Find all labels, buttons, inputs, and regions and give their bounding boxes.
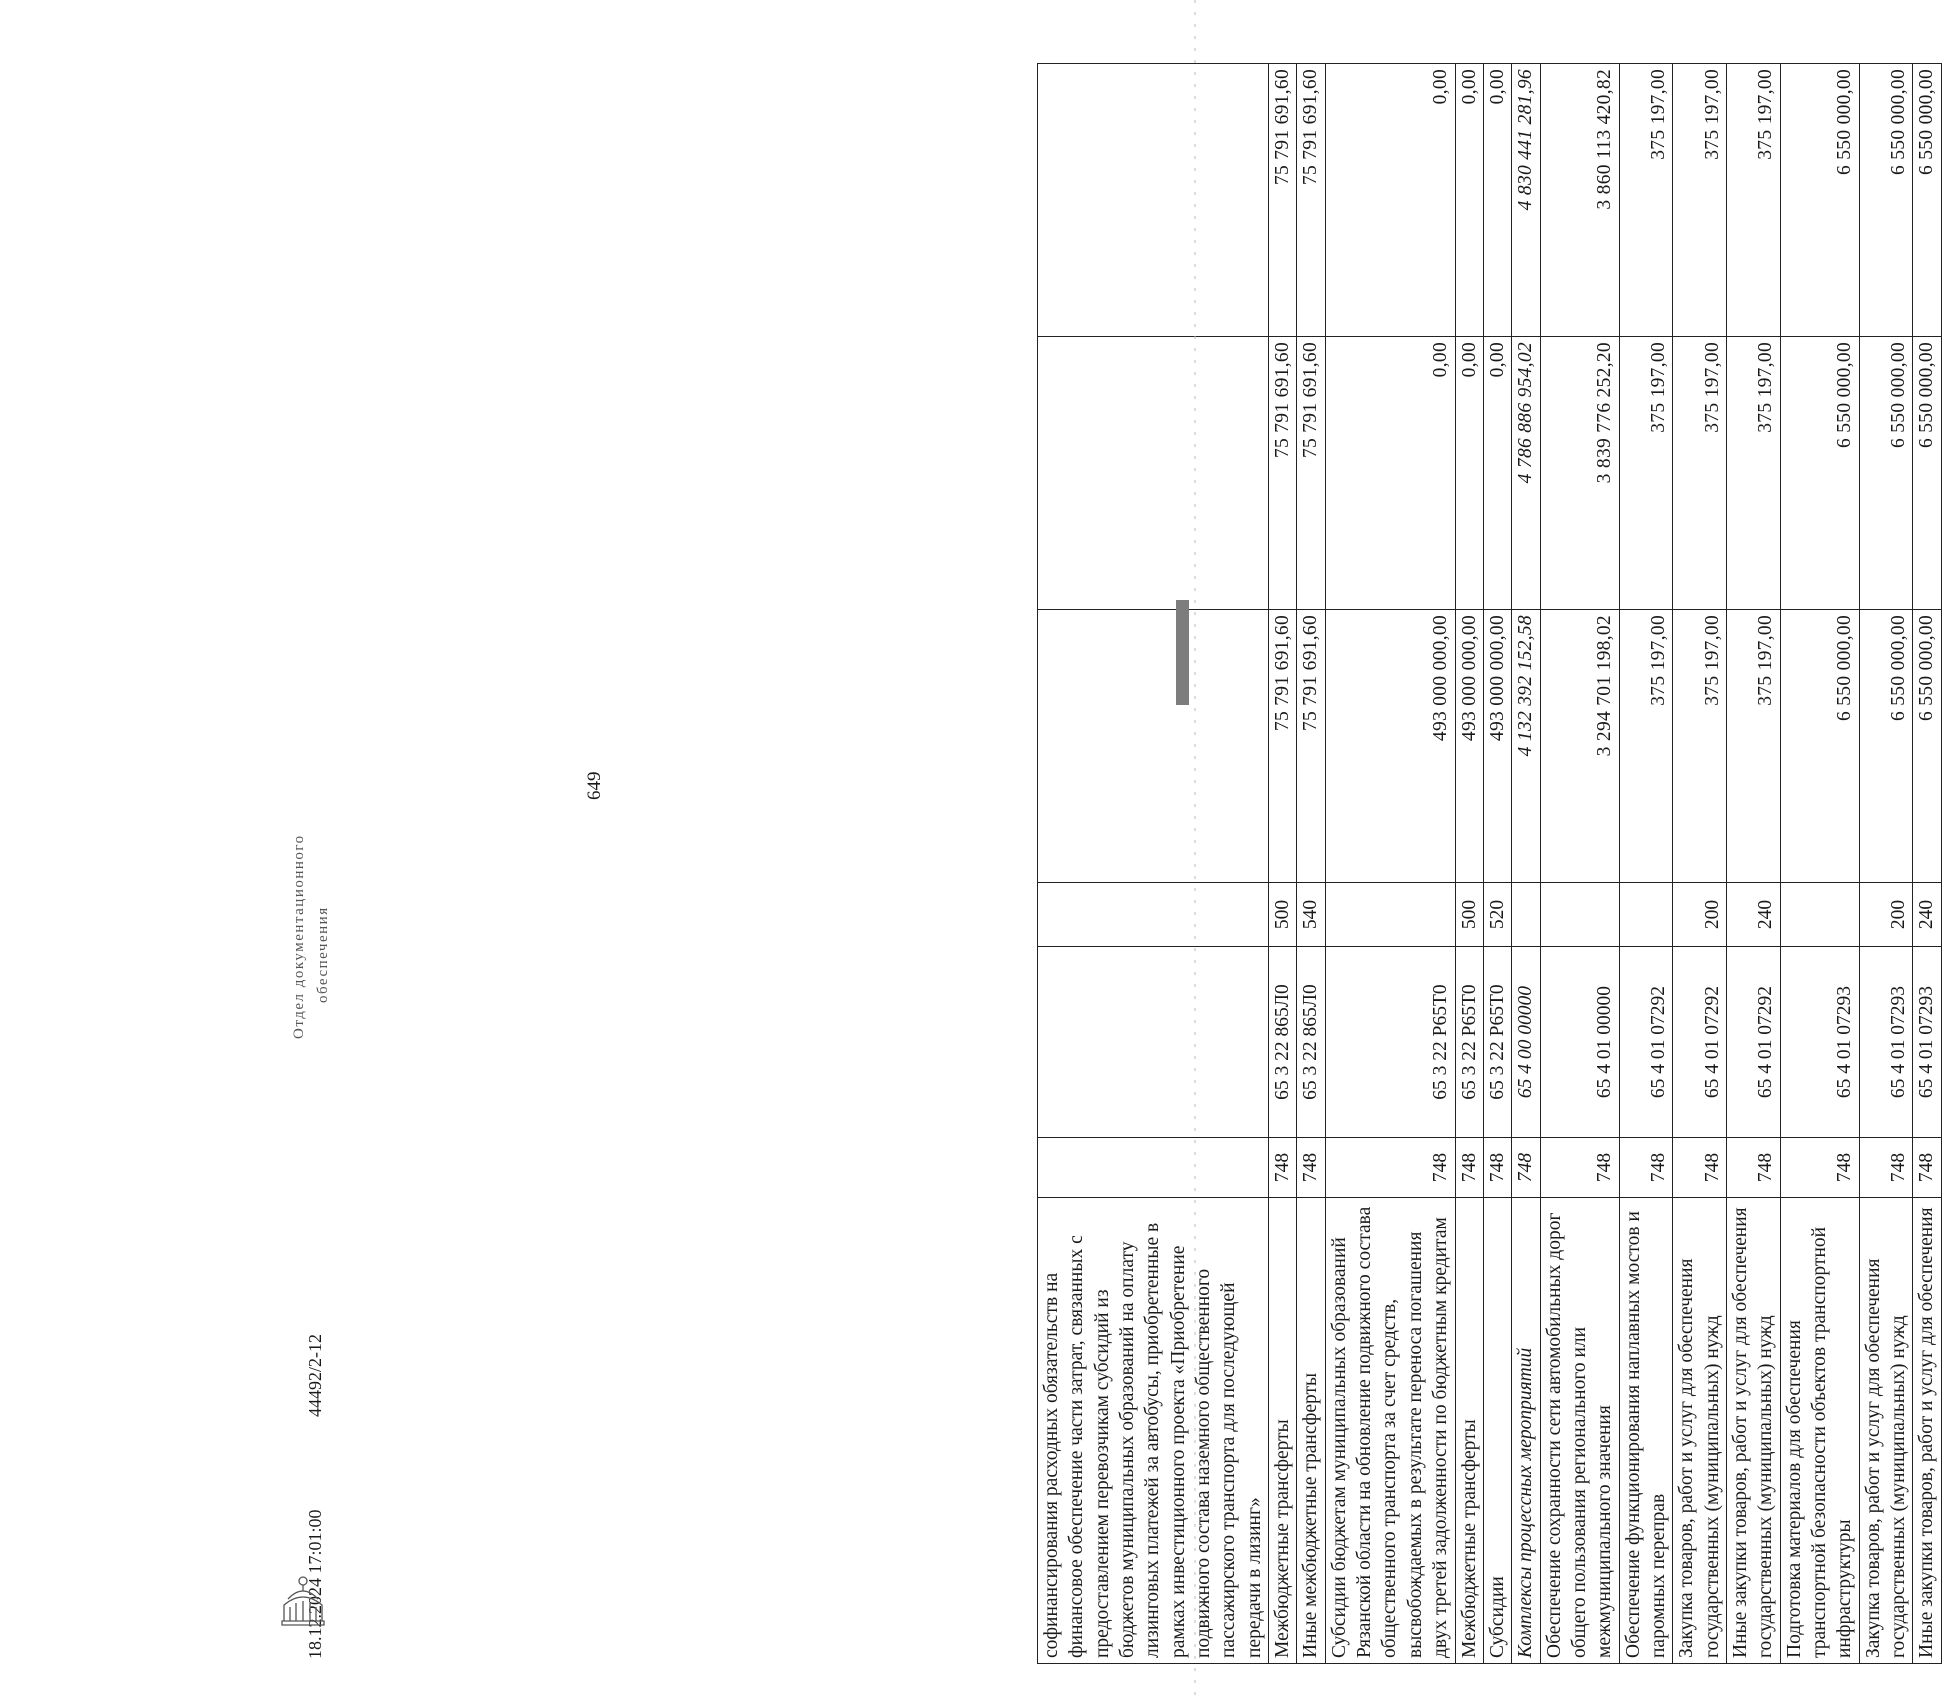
row-value-3: 0,00 [1455, 64, 1483, 337]
row-vr-code: 500 [1455, 883, 1483, 947]
row-value-3: 0,00 [1325, 64, 1455, 337]
table-row [1726, 64, 1780, 1664]
row-vr-code [1780, 883, 1859, 947]
row-value-3: 0,00 [1483, 64, 1511, 337]
stamp-line-2: обеспечения [315, 906, 331, 1003]
row-name: Межбюджетные трансферты [1269, 1198, 1297, 1664]
row-ved-code: 748 [1512, 1138, 1540, 1198]
row-csr-code: 65 4 01 07292 [1673, 947, 1727, 1138]
row-vr-code: 240 [1913, 883, 1941, 947]
row-csr-code: 65 4 01 07293 [1780, 947, 1859, 1138]
row-name: Закупка товаров, работ и услуг для обеспечения государственных (муниципальных) нужд [1673, 1198, 1727, 1664]
row-name: Субсидии бюджетам муниципальных образований Рязанской области на обновление подвижного состава общественного транспорта за счет средств, высвобождаемых в результате переноса погашения двух третей задолженности по бюджетным кредитам [1325, 1198, 1455, 1664]
row-vr-code [1512, 883, 1540, 947]
row-value-1: 75 791 691,60 [1269, 610, 1297, 883]
row-csr-code: 65 4 01 00000 [1540, 947, 1619, 1138]
print-date: 18.12.2024 17:01:00 [305, 1509, 325, 1659]
table-row [1325, 64, 1455, 1664]
row-csr-code: 65 4 00 00000 [1512, 947, 1540, 1138]
row-value-1: 6 550 000,00 [1913, 610, 1941, 883]
row-ved-code: 748 [1780, 1138, 1859, 1198]
row-value-2 [1038, 337, 1269, 610]
row-value-1: 493 000 000,00 [1325, 610, 1455, 883]
row-vr-code: 240 [1726, 883, 1780, 947]
row-vr-code [1619, 883, 1673, 947]
row-ved-code: 748 [1673, 1138, 1727, 1198]
row-value-2: 6 550 000,00 [1780, 337, 1859, 610]
row-value-3: 375 197,00 [1673, 64, 1727, 337]
table-row [1038, 64, 1269, 1664]
row-csr-code: 65 4 01 07293 [1913, 947, 1941, 1138]
row-value-3: 6 550 000,00 [1913, 64, 1941, 337]
row-ved-code: 748 [1269, 1138, 1297, 1198]
row-name: Подготовка материалов для обеспечения транспортной безопасности объектов транспортной инфраструктуры [1780, 1198, 1859, 1664]
row-name: Иные закупки товаров, работ и услуг для обеспечения государственных (муниципальных) нужд [1726, 1198, 1780, 1664]
row-name: Обеспечение функционирования наплавных мостов и паромных переправ [1619, 1198, 1673, 1664]
row-value-1: 375 197,00 [1619, 610, 1673, 883]
row-value-2: 75 791 691,60 [1297, 337, 1325, 610]
table-row [1859, 64, 1913, 1664]
row-ved-code [1038, 1138, 1269, 1198]
row-value-2: 375 197,00 [1726, 337, 1780, 610]
row-vr-code: 200 [1859, 883, 1913, 947]
row-value-1: 4 132 392 152,58 [1512, 610, 1540, 883]
department-stamp [291, 834, 331, 1039]
row-value-1: 375 197,00 [1673, 610, 1727, 883]
row-name: софинансирования расходных обязательств на финансовое обеспечение части затрат, связанных с предоставлением перевозчикам субсидий из бюджетов муниципальных образований на оплату лизинговых платежей за автобусы, приобретенные в рамках инвестиционного проекта «Приобретение подвижного состава наземного общественного пассажирского транспорта для последующей передачи в лизинг» [1038, 1198, 1269, 1664]
row-ved-code: 748 [1483, 1138, 1511, 1198]
row-name: Субсидии [1483, 1198, 1511, 1664]
row-ved-code: 748 [1455, 1138, 1483, 1198]
row-value-2: 0,00 [1483, 337, 1511, 610]
table-row [1913, 64, 1941, 1664]
page-number: 649 [584, 771, 605, 800]
table-row [1619, 64, 1673, 1664]
row-vr-code [1038, 883, 1269, 947]
row-value-1: 375 197,00 [1726, 610, 1780, 883]
row-value-2: 375 197,00 [1673, 337, 1727, 610]
row-value-1: 6 550 000,00 [1780, 610, 1859, 883]
row-value-1: 493 000 000,00 [1455, 610, 1483, 883]
row-value-3 [1038, 64, 1269, 337]
row-csr-code: 65 3 22 Р65Т0 [1483, 947, 1511, 1138]
row-vr-code: 520 [1483, 883, 1511, 947]
row-value-2: 375 197,00 [1619, 337, 1673, 610]
row-name: Иные межбюджетные трансферты [1297, 1198, 1325, 1664]
row-value-2: 4 786 886 954,02 [1512, 337, 1540, 610]
row-name: Иные закупки товаров, работ и услуг для обеспечения [1913, 1198, 1941, 1664]
coat-of-arms-seal-icon [274, 1569, 332, 1629]
row-value-2: 6 550 000,00 [1913, 337, 1941, 610]
row-vr-code: 500 [1269, 883, 1297, 947]
row-value-3: 6 550 000,00 [1780, 64, 1859, 337]
row-value-3: 6 550 000,00 [1859, 64, 1913, 337]
table-row [1780, 64, 1859, 1664]
row-value-3: 3 860 113 420,82 [1540, 64, 1619, 337]
row-csr-code: 65 3 22 Р65Т0 [1455, 947, 1483, 1138]
table-row [1269, 64, 1297, 1664]
row-ved-code: 748 [1297, 1138, 1325, 1198]
row-name: Межбюджетные трансферты [1455, 1198, 1483, 1664]
row-ved-code: 748 [1726, 1138, 1780, 1198]
row-name: Закупка товаров, работ и услуг для обеспечения государственных (муниципальных) нужд [1859, 1198, 1913, 1664]
table-row [1540, 64, 1619, 1664]
row-vr-code: 540 [1297, 883, 1325, 947]
row-ved-code: 748 [1619, 1138, 1673, 1198]
stamp-line-1: Отдел документационного [291, 834, 307, 1039]
table-body [1038, 64, 1942, 1664]
row-ved-code: 748 [1913, 1138, 1941, 1198]
row-csr-code: 65 3 22 Р65Т0 [1325, 947, 1455, 1138]
row-vr-code [1325, 883, 1455, 947]
row-csr-code: 65 4 01 07292 [1619, 947, 1673, 1138]
row-value-2: 3 839 776 252,20 [1540, 337, 1619, 610]
row-value-3: 75 791 691,60 [1269, 64, 1297, 337]
row-ved-code: 748 [1540, 1138, 1619, 1198]
row-vr-code: 200 [1673, 883, 1727, 947]
row-value-3: 375 197,00 [1726, 64, 1780, 337]
row-value-1: 493 000 000,00 [1483, 610, 1511, 883]
row-value-1: 3 294 701 198,02 [1540, 610, 1619, 883]
row-ved-code: 748 [1325, 1138, 1455, 1198]
table-row [1297, 64, 1325, 1664]
scan-edge-artifact [1189, 0, 1200, 1695]
row-value-1: 75 791 691,60 [1297, 610, 1325, 883]
row-value-1 [1038, 610, 1269, 883]
scan-mark-artifact [1176, 600, 1189, 705]
document-number: 44492/2-12 [305, 1334, 325, 1417]
row-value-2: 0,00 [1455, 337, 1483, 610]
row-value-3: 375 197,00 [1619, 64, 1673, 337]
row-value-1: 6 550 000,00 [1859, 610, 1913, 883]
row-value-3: 4 830 441 281,96 [1512, 64, 1540, 337]
row-csr-code: 65 4 01 07293 [1859, 947, 1913, 1138]
row-value-2: 0,00 [1325, 337, 1455, 610]
row-csr-code: 65 3 22 865Л0 [1269, 947, 1297, 1138]
row-csr-code: 65 3 22 865Л0 [1297, 947, 1325, 1138]
table-row [1512, 64, 1540, 1664]
row-ved-code: 748 [1859, 1138, 1913, 1198]
row-value-2: 75 791 691,60 [1269, 337, 1297, 610]
row-csr-code: 65 4 01 07292 [1726, 947, 1780, 1138]
row-csr-code [1038, 947, 1269, 1138]
row-value-2: 6 550 000,00 [1859, 337, 1913, 610]
row-name: Комплексы процессных мероприятий [1512, 1198, 1540, 1664]
table-row [1455, 64, 1483, 1664]
table-row [1673, 64, 1727, 1664]
row-value-3: 75 791 691,60 [1297, 64, 1325, 337]
budget-table [1037, 63, 1942, 1664]
row-name: Обеспечение сохранности сети автомобильных дорог общего пользования регионального или межмуниципального значения [1540, 1198, 1619, 1664]
row-vr-code [1540, 883, 1619, 947]
table-row [1483, 64, 1511, 1664]
